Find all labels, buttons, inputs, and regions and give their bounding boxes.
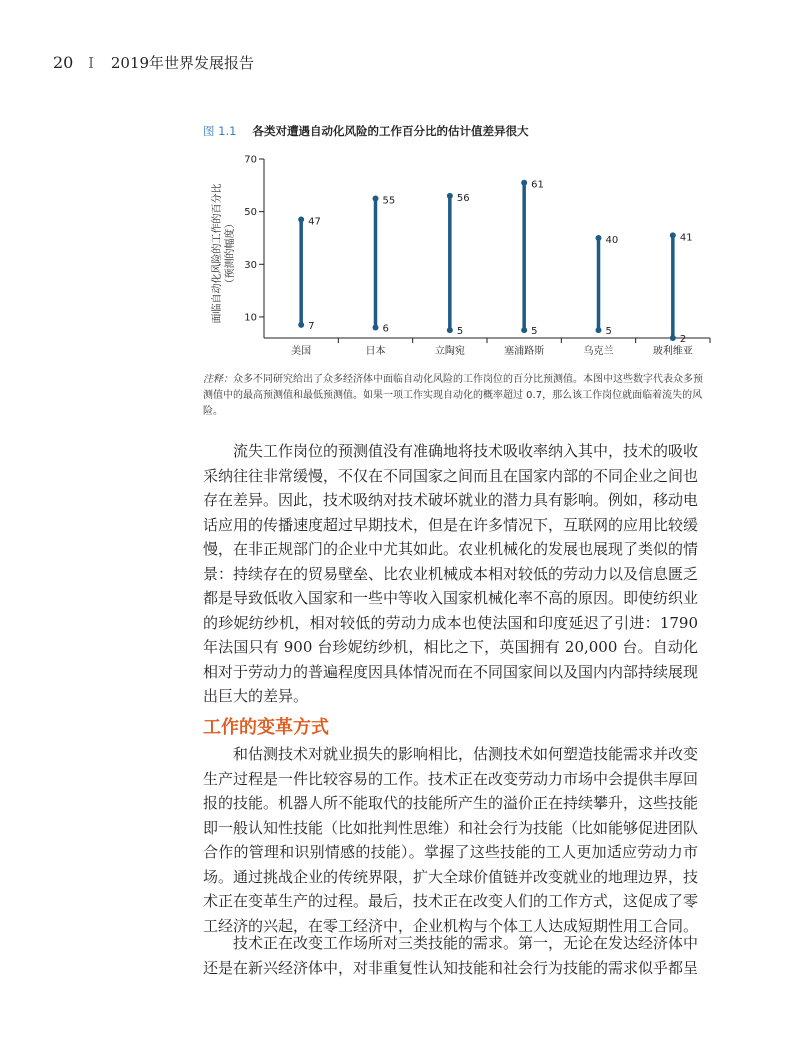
y-tick-label: 10 (244, 312, 257, 324)
running-title: 2019年世界发展报告 (110, 54, 255, 72)
y-tick-label: 70 (244, 154, 257, 166)
section-heading: 工作的变革方式 (203, 717, 329, 738)
high-value-label: 55 (382, 195, 396, 207)
body-paragraph-3: 技术正在改变工作场所对三类技能的需求。第一，无论在发达经济体中还是在新兴经济体中，对非重复性认知技能和社会行为技能的需求似乎都呈 (203, 934, 699, 977)
x-tick-label: 塞浦路斯 (504, 346, 545, 357)
high-point (373, 195, 379, 201)
figure-note-text: 众多不同研究给出了众多经济体中面临自动化风险的工作岗位的百分比预测值。本图中这些数字代表众多预测值中的最高预测值和最低预测值。如果一项工作实现自动化的概率超过 0.7，那么该工作岗位就面临着流失的风险。 (203, 374, 703, 417)
low-value-label: 7 (308, 320, 315, 332)
figure-note (203, 372, 703, 420)
low-value-label: 5 (531, 326, 538, 338)
figure-note-label: 注释： (203, 374, 233, 385)
high-point (521, 180, 527, 186)
figure-title: 各类对遭遇自动化风险的工作百分比的估计值差异很大 (252, 124, 529, 138)
range-chart (200, 145, 720, 365)
body-paragraph-1: 流失工作岗位的预测值没有准确地将技术吸收率纳入其中，技术的吸收采纳往往非常缓慢，不仅在不同国家之间而且在国家内部的不同企业之间也存在差异。因此，技术吸纳对技术破坏就业的潜力具有影响。例如，移动电话应用的传播速度超过早期技术，但是在许多情况下，互联网的应用比较缓慢，在非正规部门的企业中尤其如此。农业机械化的发展也展现了类似的情景：持续存在的贸易壁垒、比农业机械成本相对较低的劳动力以及信息匮乏都是导致低收入国家和一些中等收入国家机械化率不高的原因。即使纺织业的珍妮纺纱机，相对较低的劳动力成本也使法国和印度延迟了引进：1790 年法国只有 900 台珍妮纺纱机，相比之下，英国拥有 20,000 台。自动化相对于劳动力的普遍程度因具体情况而在不同国家间以及国内内部持续展现出巨大的差异。 (203, 442, 699, 705)
x-tick-label: 日本 (365, 346, 386, 357)
high-point (596, 235, 602, 241)
figure-label: 图 1.1 (203, 124, 237, 138)
running-head (53, 52, 254, 73)
high-point (298, 217, 304, 223)
figure-caption (203, 123, 528, 139)
high-value-label: 41 (679, 232, 693, 244)
high-value-label: 47 (308, 216, 321, 228)
low-point (521, 327, 527, 333)
low-value-label: 2 (679, 334, 687, 345)
y-tick-label: 50 (244, 207, 257, 219)
header-separator: I (88, 54, 95, 72)
low-point (447, 327, 453, 333)
page-number: 20 (53, 53, 74, 72)
x-tick-label: 乌克兰 (583, 346, 614, 357)
y-tick-label: 30 (244, 259, 257, 271)
body-paragraph-2: 和估测技术对就业损失的影响相比，估测技术如何塑造技能需求并改变生产过程是一件比较容易的工作。技术正在改变劳动力市场中会提供丰厚回报的技能。机器人所不能取代的技能所产生的溢价正在持续攀升，这些技能即一般认知性技能（比如批判性思维）和社会行为技能（比如能够促进团队合作的管理和识别情感的技能）。掌握了这些技能的工人更加适应劳动力市场。通过挑战企业的传统界限，扩大全球价值链并改变就业的地理边界，技术正在变革生产的过程。最后，技术正在改变人们的工作方式，这促成了零工经济的兴起，在零工经济中，企业机构与个体工人达成短期性用工合同。 (203, 745, 699, 935)
high-point (670, 232, 676, 238)
low-value-label: 5 (605, 326, 612, 338)
y-axis-label-sub: （预测的幅度） (225, 218, 236, 289)
low-point (298, 322, 304, 328)
x-tick-label: 玻利维亚 (652, 346, 693, 357)
x-tick-label: 立陶宛 (434, 346, 465, 357)
low-point (373, 324, 379, 330)
high-value-label: 56 (456, 192, 470, 204)
low-value-label: 5 (456, 326, 464, 338)
high-point (447, 193, 453, 199)
low-point (596, 327, 602, 333)
x-tick-label: 美国 (291, 346, 312, 357)
y-axis-label: 面临自动化风险的工作的百分比 (212, 183, 223, 324)
high-value-label: 61 (531, 179, 544, 191)
low-value-label: 6 (382, 323, 389, 335)
low-point (670, 335, 676, 341)
high-value-label: 40 (605, 234, 619, 246)
